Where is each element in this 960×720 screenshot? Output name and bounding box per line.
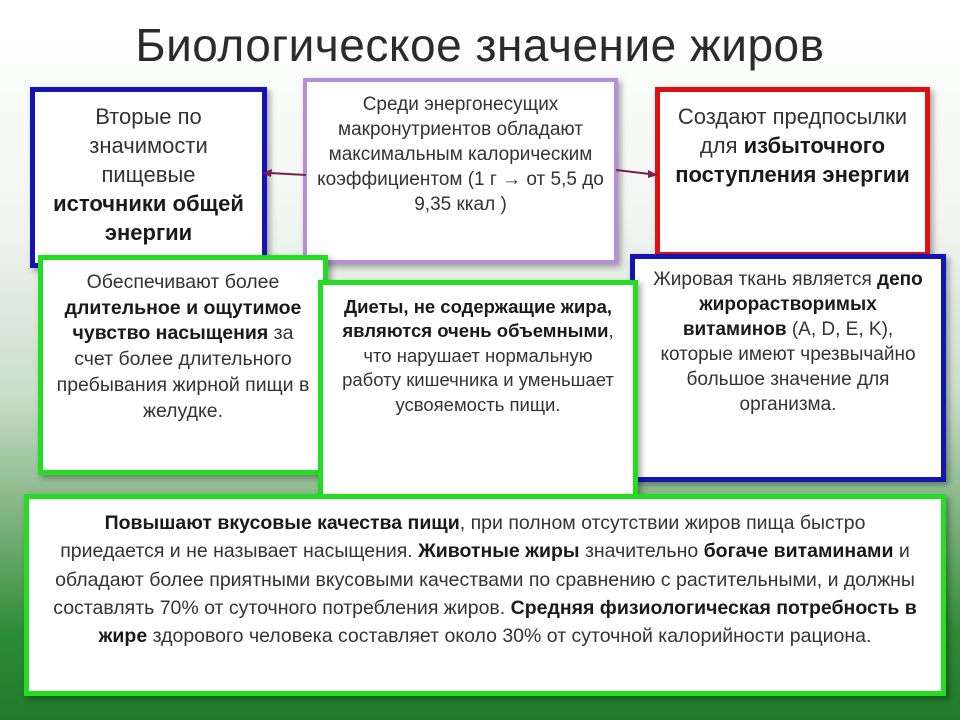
box-text: и обладают более приятными вкусовыми качествами по сравнению с растительными, и должны составлять 70% от суточного потребления жиров. <box>53 540 915 619</box>
box-excess-energy <box>655 87 930 257</box>
box-text: значительно <box>579 540 704 563</box>
arrow-right-icon <box>616 166 658 180</box>
box-bold-text: Диеты, не содержащие жира, являются очень объемными <box>342 296 613 342</box>
box-bold-text: длительное и ощутимое чувство насыщения <box>64 296 302 345</box>
box-text: Жировая ткань является <box>653 269 878 290</box>
box-bold-text: избыточного поступления энергии <box>675 133 910 188</box>
box-energy-source <box>30 87 267 268</box>
box-caloric-coefficient <box>303 78 618 264</box>
page-title: Биологическое значение жиров <box>135 19 825 71</box>
box-text: (A, D, E, K), которые имеют чрезвычайно большое значение для организма. <box>660 319 916 416</box>
box-text: Среди энергонесущих макронутриентов обладают максимальным калорическим коэффициентом (1 г → от 5,5 до 9,35 ккал ) <box>317 94 604 216</box>
box-text: за счет более длительного пребывания жирной пищи в желудке. <box>56 322 310 422</box>
box-satiety <box>38 255 328 475</box>
box-bold-text: Повышают вкусовые качества пищи <box>104 512 460 534</box>
box-bold-text: источники общей энергии <box>53 191 244 246</box>
box-bold-text: Средняя физиологическая потребность в жире <box>98 596 917 648</box>
box-text: Вторые по значимости пищевые <box>89 104 208 188</box>
box-bold-text: Животные жиры <box>418 540 580 563</box>
box-bold-text: богаче витаминами <box>703 540 894 563</box>
box-taste-qualities <box>24 494 946 696</box>
box-vitamin-depot <box>630 254 946 482</box>
box-text: Создают предпосылки для <box>677 104 908 159</box>
arrow-left-icon <box>262 168 306 182</box>
box-text: Обеспечивают более <box>86 271 280 293</box>
box-text: здорового человека составляет около 30% от суточной калорийности рациона. <box>147 625 872 648</box>
box-fat-free-diets <box>318 280 638 504</box>
box-text: , при полном отсутствии жиров пища быстро приедается и не называет насыщения. <box>60 512 866 563</box>
box-text: , что нарушает нормальную работу кишечника и уменьшает усвояемость пищи. <box>342 320 614 415</box>
box-bold-text: депо жирорастворимых витаминов <box>682 269 923 341</box>
